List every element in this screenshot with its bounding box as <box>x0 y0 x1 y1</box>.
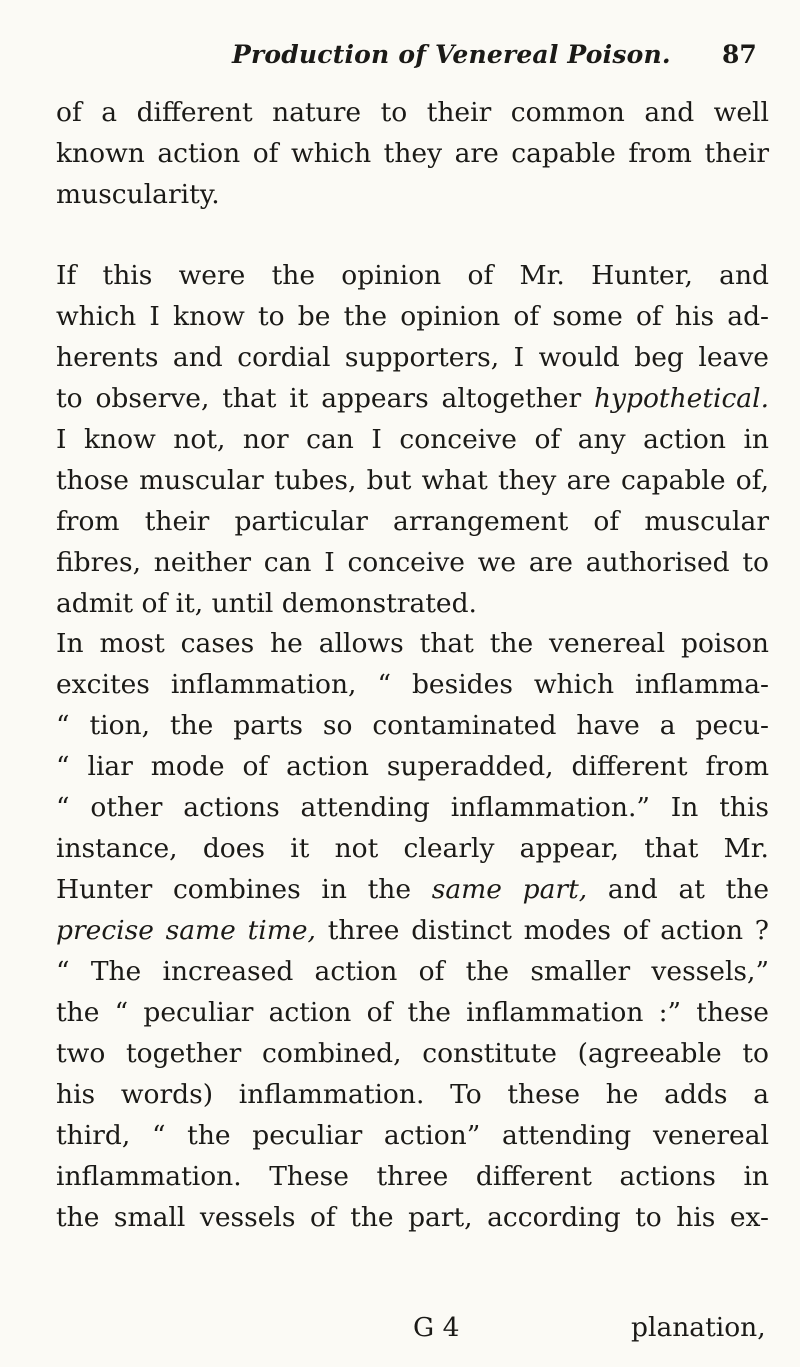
text-line: those muscular tubes, but what they are capable of, <box>56 465 769 496</box>
signature-mark: G 4 <box>413 1312 460 1343</box>
italic-word: hypothetical. <box>593 383 769 414</box>
text-line: inflammation. These three different actions in <box>56 1161 769 1192</box>
text-segment: to observe, that it appears altogether <box>56 383 594 414</box>
text-line: two together combined, constitute (agreeable to <box>56 1038 769 1069</box>
text-line: “ tion, the parts so contaminated have a pecu- <box>56 710 769 741</box>
text-line: instance, does it not clearly appear, that Mr. <box>56 833 769 864</box>
text-line-with-italic <box>56 869 769 910</box>
page-number: 87 <box>722 40 757 69</box>
text-line: the small vessels of the part, according to his ex- <box>56 1202 769 1233</box>
text-line: his words) inflammation. To these he adds a <box>56 1079 769 1110</box>
text-line-with-italic <box>56 378 769 419</box>
text-line: If this were the opinion of Mr. Hunter, and <box>56 260 769 291</box>
italic-phrase: precise same time, <box>56 915 316 946</box>
text-line: third, “ the peculiar action” attending venereal <box>56 1120 769 1151</box>
text-segment: Hunter combines in the <box>56 874 432 905</box>
text-line: I know not, nor can I conceive of any action in <box>56 424 769 455</box>
text-line: from their particular arrangement of muscular <box>56 506 769 537</box>
text-line: “ liar mode of action superadded, different from <box>56 751 769 782</box>
text-line: “ The increased action of the smaller vessels,” <box>56 956 769 987</box>
text-line: fibres, neither can I conceive we are authorised to <box>56 547 769 578</box>
running-title: Production of Venereal Poison. <box>232 40 671 69</box>
text-segment: and at the <box>587 874 770 905</box>
paragraph-3 <box>56 623 769 1238</box>
text-line: of a different nature to their common and well <box>56 97 769 128</box>
text-line: In most cases he allows that the venereal poison <box>56 628 769 659</box>
text-line: excites inflammation, “ besides which inflamma- <box>56 669 769 700</box>
text-line: which I know to be the opinion of some of his ad- <box>56 301 769 332</box>
catchword: planation, <box>631 1312 766 1343</box>
text-line: “ other actions attending inflammation.” In this <box>56 792 769 823</box>
text-segment: three distinct modes of action ? <box>315 915 769 946</box>
text-line-with-italic <box>56 910 769 951</box>
text-line: known action of which they are capable from their <box>56 138 769 169</box>
text-line: muscularity. <box>56 179 220 210</box>
paragraph-1 <box>56 92 769 215</box>
text-line: admit of it, until demonstrated. <box>56 588 477 619</box>
text-line: the “ peculiar action of the inflammation :” these <box>56 997 769 1028</box>
italic-phrase: same part, <box>431 874 588 905</box>
paragraph-2 <box>56 255 769 624</box>
page-header <box>0 40 800 76</box>
text-line: herents and cordial supporters, I would beg leave <box>56 342 769 373</box>
